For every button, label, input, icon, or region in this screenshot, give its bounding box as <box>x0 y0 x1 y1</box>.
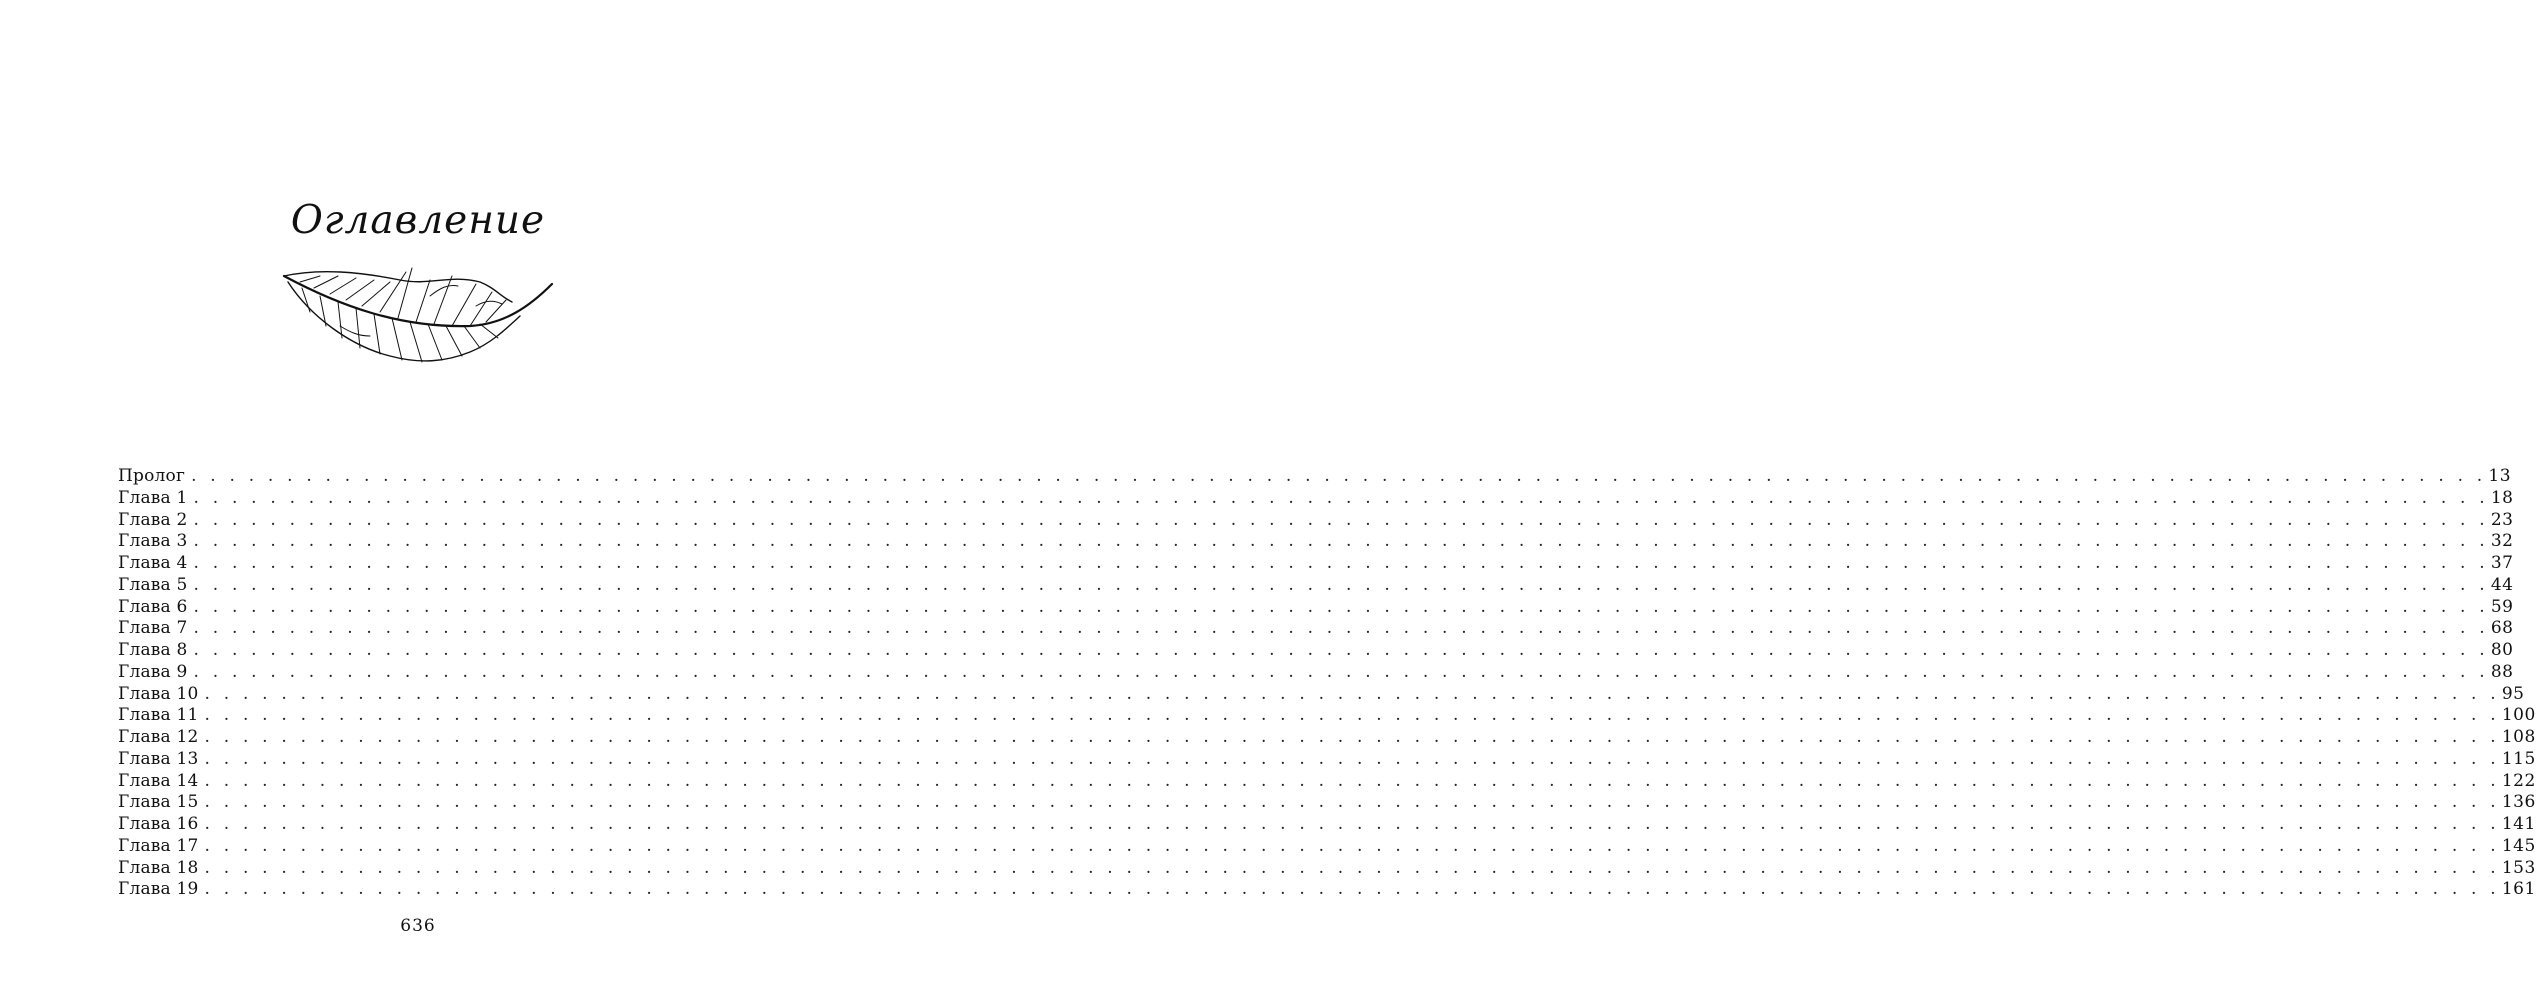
dot-leader: . . . . . . . . . . . . . . . . . . . . . . . . . . . . . . . . . . . . . . . . . . . . . . . . . . . . . . . . . . . . . . . . . . . . . . . . . . . . . . . . . . . . . . . . . . . . . . . . . . . . . . . . . . . . . . . . . . . . . . . . <box>204 792 2500 813</box>
toc-entry-page: 37 <box>2490 553 2514 573</box>
toc-entry-page: 122 <box>2501 770 2536 791</box>
toc-entry-title: Глава 4 <box>118 553 188 573</box>
toc-entry[interactable] <box>118 814 2536 836</box>
toc-entry-page: 59 <box>2490 596 2514 617</box>
toc-entry[interactable] <box>118 792 2536 814</box>
toc-entry-page: 18 <box>2490 487 2514 508</box>
dot-leader: . . . . . . . . . . . . . . . . . . . . . . . . . . . . . . . . . . . . . . . . . . . . . . . . . . . . . . . . . . . . . . . . . . . . . . . . . . . . . . . . . . . . . . . . . . . . . . . . . . . . . . . . . . . . . . . . . . . . . . . . <box>193 574 2489 595</box>
page-number: 636 <box>400 916 436 936</box>
toc-entry[interactable] <box>118 487 2514 510</box>
toc-entry[interactable] <box>118 661 2514 684</box>
dot-leader: . . . . . . . . . . . . . . . . . . . . . . . . . . . . . . . . . . . . . . . . . . . . . . . . . . . . . . . . . . . . . . . . . . . . . . . . . . . . . . . . . . . . . . . . . . . . . . . . . . . . . . . . . . . . . . . . . . . . . . . . <box>193 487 2489 508</box>
toc-entry[interactable] <box>118 705 2536 727</box>
dot-leader: . . . . . . . . . . . . . . . . . . . . . . . . . . . . . . . . . . . . . . . . . . . . . . . . . . . . . . . . . . . . . . . . . . . . . . . . . . . . . . . . . . . . . . . . . . . . . . . . . . . . . . . . . . . . . . . . . . . . . . . . <box>193 596 2489 617</box>
toc-entry[interactable] <box>118 727 2536 749</box>
toc-entry[interactable] <box>118 835 2536 858</box>
toc-entry-title: Глава 8 <box>118 640 188 660</box>
toc-entry-page: 68 <box>2490 618 2514 639</box>
toc-entry-page: 145 <box>2501 835 2536 856</box>
toc-entry-page: 95 <box>2501 683 2525 704</box>
toc-entry-title: Глава 14 <box>118 770 199 791</box>
toc-entry-page: 153 <box>2501 857 2536 878</box>
dot-leader: . . . . . . . . . . . . . . . . . . . . . . . . . . . . . . . . . . . . . . . . . . . . . . . . . . . . . . . . . . . . . . . . . . . . . . . . . . . . . . . . . . . . . . . . . . . . . . . . . . . . . . . . . . . . . . . . . . . . . . . . <box>204 770 2500 791</box>
dot-leader: . . . . . . . . . . . . . . . . . . . . . . . . . . . . . . . . . . . . . . . . . . . . . . . . . . . . . . . . . . . . . . . . . . . . . . . . . . . . . . . . . . . . . . . . . . . . . . . . . . . . . . . . . . . . . . . . . . . . . . . . <box>193 509 2489 530</box>
toc-entry-page: 32 <box>2490 531 2514 552</box>
toc-entry-page: 100 <box>2501 705 2536 726</box>
dot-leader: . . . . . . . . . . . . . . . . . . . . . . . . . . . . . . . . . . . . . . . . . . . . . . . . . . . . . . . . . . . . . . . . . . . . . . . . . . . . . . . . . . . . . . . . . . . . . . . . . . . . . . . . . . . . . . . . . . . . . . . . <box>204 814 2500 834</box>
toc-entry[interactable] <box>118 531 2514 553</box>
toc-entry[interactable] <box>118 553 2514 575</box>
toc-entry-page: 23 <box>2490 509 2514 530</box>
dot-leader: . . . . . . . . . . . . . . . . . . . . . . . . . . . . . . . . . . . . . . . . . . . . . . . . . . . . . . . . . . . . . . . . . . . . . . . . . . . . . . . . . . . . . . . . . . . . . . . . . . . . . . . . . . . . . . . . . . . . . . . . <box>191 466 2487 486</box>
dot-leader: . . . . . . . . . . . . . . . . . . . . . . . . . . . . . . . . . . . . . . . . . . . . . . . . . . . . . . . . . . . . . . . . . . . . . . . . . . . . . . . . . . . . . . . . . . . . . . . . . . . . . . . . . . . . . . . . . . . . . . . . <box>204 857 2500 878</box>
toc-entry[interactable] <box>118 618 2514 640</box>
toc-entry-title: Глава 10 <box>118 683 199 704</box>
toc-entry[interactable] <box>118 596 2514 619</box>
dot-leader: . . . . . . . . . . . . . . . . . . . . . . . . . . . . . . . . . . . . . . . . . . . . . . . . . . . . . . . . . . . . . . . . . . . . . . . . . . . . . . . . . . . . . . . . . . . . . . . . . . . . . . . . . . . . . . . . . . . . . . . . <box>193 661 2489 682</box>
page-title: Оглавление <box>290 198 546 243</box>
toc-entry-title: Глава 16 <box>118 814 199 834</box>
feather-icon <box>280 266 558 370</box>
toc-entry-title: Глава 12 <box>118 727 199 747</box>
dot-leader: . . . . . . . . . . . . . . . . . . . . . . . . . . . . . . . . . . . . . . . . . . . . . . . . . . . . . . . . . . . . . . . . . . . . . . . . . . . . . . . . . . . . . . . . . . . . . . . . . . . . . . . . . . . . . . . . . . . . . . . . <box>204 705 2500 726</box>
toc-entry[interactable] <box>118 879 2536 901</box>
toc-entry-title: Глава 15 <box>118 792 199 813</box>
toc-entry-title: Глава 2 <box>118 509 188 530</box>
toc-entry[interactable] <box>118 574 2514 597</box>
toc-entry[interactable] <box>118 857 2536 880</box>
toc-entry-title: Глава 9 <box>118 661 188 682</box>
dot-leader: . . . . . . . . . . . . . . . . . . . . . . . . . . . . . . . . . . . . . . . . . . . . . . . . . . . . . . . . . . . . . . . . . . . . . . . . . . . . . . . . . . . . . . . . . . . . . . . . . . . . . . . . . . . . . . . . . . . . . . . . <box>193 531 2489 552</box>
toc-entry-title: Глава 1 <box>118 487 188 508</box>
toc-entry-page: 44 <box>2490 574 2514 595</box>
table-of-contents <box>118 466 2536 901</box>
toc-entry-title: Глава 19 <box>118 879 199 900</box>
dot-leader: . . . . . . . . . . . . . . . . . . . . . . . . . . . . . . . . . . . . . . . . . . . . . . . . . . . . . . . . . . . . . . . . . . . . . . . . . . . . . . . . . . . . . . . . . . . . . . . . . . . . . . . . . . . . . . . . . . . . . . . . <box>204 727 2500 747</box>
toc-entry-page: 136 <box>2501 792 2536 813</box>
toc-entry[interactable] <box>118 509 2514 532</box>
toc-entry-title: Глава 13 <box>118 748 199 769</box>
toc-entry-title: Глава 17 <box>118 835 199 856</box>
toc-entry-title: Глава 18 <box>118 857 199 878</box>
toc-entry[interactable] <box>118 683 2525 706</box>
toc-entry-page: 108 <box>2501 727 2536 747</box>
dot-leader: . . . . . . . . . . . . . . . . . . . . . . . . . . . . . . . . . . . . . . . . . . . . . . . . . . . . . . . . . . . . . . . . . . . . . . . . . . . . . . . . . . . . . . . . . . . . . . . . . . . . . . . . . . . . . . . . . . . . . . . . <box>204 748 2500 769</box>
dot-leader: . . . . . . . . . . . . . . . . . . . . . . . . . . . . . . . . . . . . . . . . . . . . . . . . . . . . . . . . . . . . . . . . . . . . . . . . . . . . . . . . . . . . . . . . . . . . . . . . . . . . . . . . . . . . . . . . . . . . . . . . <box>193 618 2489 639</box>
toc-entry-title: Пролог <box>118 466 186 486</box>
dot-leader: . . . . . . . . . . . . . . . . . . . . . . . . . . . . . . . . . . . . . . . . . . . . . . . . . . . . . . . . . . . . . . . . . . . . . . . . . . . . . . . . . . . . . . . . . . . . . . . . . . . . . . . . . . . . . . . . . . . . . . . . <box>204 879 2500 900</box>
toc-entry-page: 141 <box>2501 814 2536 834</box>
dot-leader: . . . . . . . . . . . . . . . . . . . . . . . . . . . . . . . . . . . . . . . . . . . . . . . . . . . . . . . . . . . . . . . . . . . . . . . . . . . . . . . . . . . . . . . . . . . . . . . . . . . . . . . . . . . . . . . . . . . . . . . . <box>204 835 2500 856</box>
toc-entry-page: 80 <box>2490 640 2514 660</box>
dot-leader: . . . . . . . . . . . . . . . . . . . . . . . . . . . . . . . . . . . . . . . . . . . . . . . . . . . . . . . . . . . . . . . . . . . . . . . . . . . . . . . . . . . . . . . . . . . . . . . . . . . . . . . . . . . . . . . . . . . . . . . . <box>193 640 2489 660</box>
toc-entry-page: 88 <box>2490 661 2514 682</box>
toc-entry-title: Глава 3 <box>118 531 188 552</box>
toc-entry[interactable] <box>118 640 2514 662</box>
toc-entry-title: Глава 6 <box>118 596 188 617</box>
toc-entry[interactable] <box>118 748 2536 771</box>
toc-entry-title: Глава 11 <box>118 705 199 726</box>
toc-entry-page: 161 <box>2501 879 2536 900</box>
toc-entry-title: Глава 7 <box>118 618 188 639</box>
toc-entry[interactable] <box>118 466 2512 488</box>
dot-leader: . . . . . . . . . . . . . . . . . . . . . . . . . . . . . . . . . . . . . . . . . . . . . . . . . . . . . . . . . . . . . . . . . . . . . . . . . . . . . . . . . . . . . . . . . . . . . . . . . . . . . . . . . . . . . . . . . . . . . . . . <box>193 553 2489 573</box>
toc-entry-page: 115 <box>2501 748 2536 769</box>
toc-entry-title: Глава 5 <box>118 574 188 595</box>
toc-entry[interactable] <box>118 770 2536 793</box>
dot-leader: . . . . . . . . . . . . . . . . . . . . . . . . . . . . . . . . . . . . . . . . . . . . . . . . . . . . . . . . . . . . . . . . . . . . . . . . . . . . . . . . . . . . . . . . . . . . . . . . . . . . . . . . . . . . . . . . . . . . . . . . <box>204 683 2500 704</box>
toc-entry-page: 13 <box>2488 466 2512 486</box>
